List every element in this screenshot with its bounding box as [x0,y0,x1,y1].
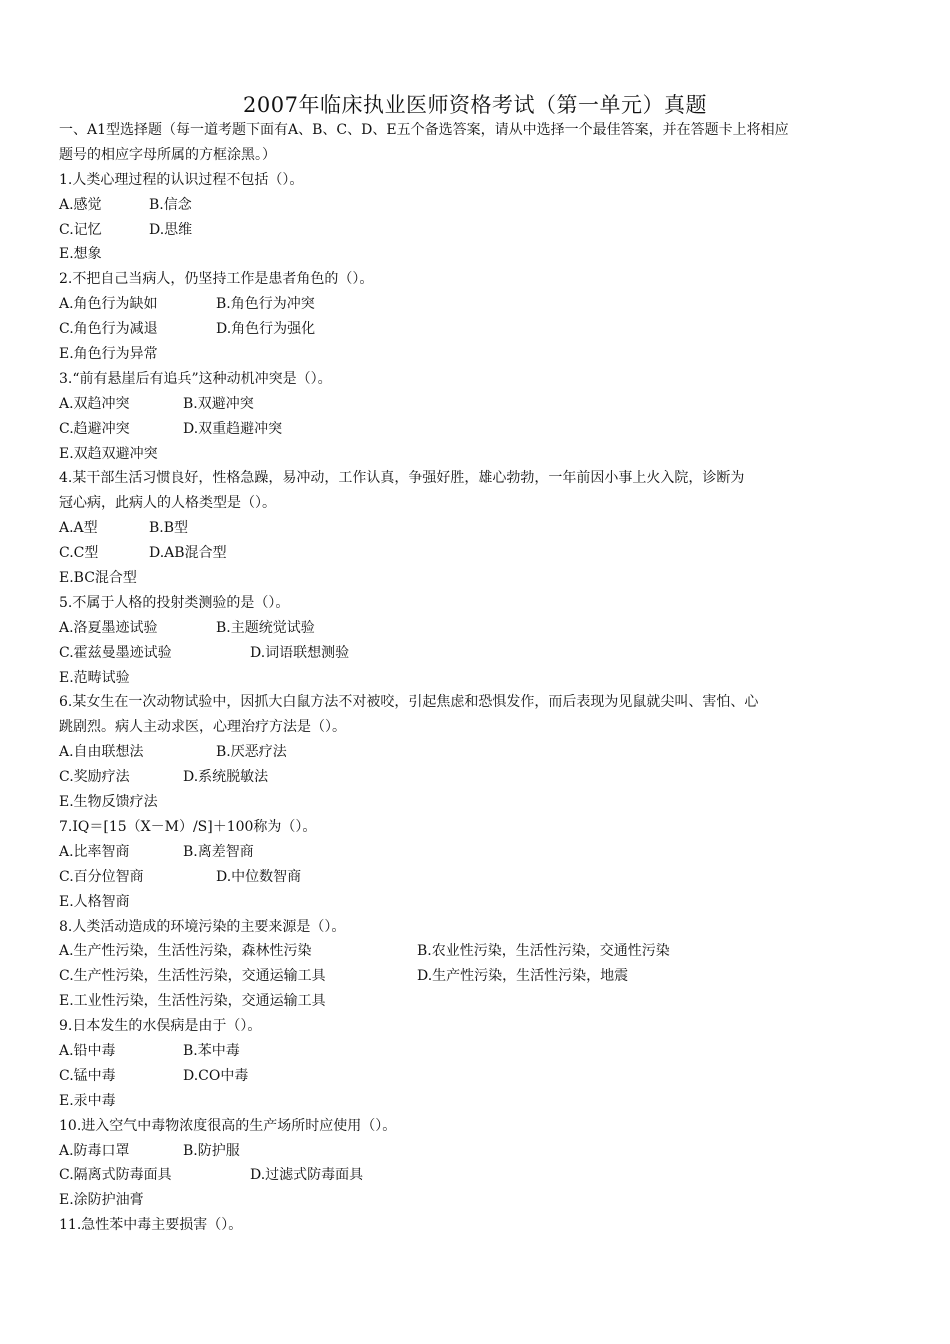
question-stem: 跳剧烈。病人主动求医，心理治疗方法是（）。 [59,719,346,736]
option-e: E.双趋双避冲突 [59,445,158,462]
option-row [59,1064,899,1089]
option-row [59,1163,899,1188]
exam-content [59,118,899,1238]
option-c: C.隔离式防毒面具 [59,1167,172,1184]
instructions-line: 题号的相应字母所属的方框涂黑。） [59,146,276,163]
option-c: C.生产性污染，生活性污染，交通运输工具 [59,968,326,985]
option-a: A.A型 [59,520,98,537]
option-row [59,541,899,566]
option-b: B.苯中毒 [183,1042,240,1059]
option-row [59,1039,899,1064]
option-e: E.涂防护油膏 [59,1192,144,1209]
option-c: C.百分位智商 [59,868,144,885]
option-c: C.趋避冲突 [59,420,130,437]
option-e: E.范畴试验 [59,669,130,686]
option-d: D.中位数智商 [216,868,302,885]
option-e: E.角色行为异常 [59,346,158,363]
question-stem: 11.急性苯中毒主要损害（）。 [59,1217,243,1234]
option-row [59,516,899,541]
option-b: B.离差智商 [183,843,254,860]
option-b: B.角色行为冲突 [216,296,315,313]
option-d: D.双重趋避冲突 [183,420,283,437]
option-d: D.生产性污染，生活性污染，地震 [417,968,629,985]
option-c: C.角色行为减退 [59,321,158,338]
option-d: D.CO中毒 [183,1067,249,1084]
option-b: B.双避冲突 [183,395,254,412]
question-stem: 8.人类活动造成的环境污染的主要来源是（）。 [59,918,346,935]
option-row [59,317,899,342]
option-a: A.防毒口罩 [59,1142,130,1159]
option-d: D.角色行为强化 [216,321,316,338]
instructions-line: 一、A1型选择题（每一道考题下面有A、B、C、D、E五个备选答案，请从中选择一个最佳答案，并在答题卡上将相应 [59,122,789,138]
question-stem: 4.某干部生活习惯良好，性格急躁，易冲动，工作认真，争强好胜，雄心勃勃，一年前因小事上火入院，诊断为 [59,470,745,487]
option-d: D.系统脱敏法 [183,769,269,786]
option-row [59,641,899,666]
option-e: E.想象 [59,246,102,263]
question-stem: 10.进入空气中毒物浓度很高的生产场所时应使用（）。 [59,1117,397,1134]
option-e: E.人格智商 [59,893,130,910]
option-d: D.过滤式防毒面具 [250,1167,364,1184]
question-stem: 6.某女生在一次动物试验中，因抓大白鼠方法不对被咬，引起焦虑和恐惧发作，而后表现为见鼠就尖叫、害怕、心 [59,694,759,711]
option-b: B.农业性污染，生活性污染，交通性污染 [417,943,670,960]
question-stem: 2.不把自己当病人，仍坚持工作是患者角色的（）。 [59,271,374,288]
option-b: B.防护服 [183,1142,240,1159]
page-title: 2007年临床执业医师资格考试（第一单元）真题 [243,93,707,117]
option-e: E.工业性污染，生活性污染，交通运输工具 [59,993,326,1010]
option-d: D.词语联想测验 [250,644,350,661]
option-a: A.双趋冲突 [59,395,130,412]
option-c: C.霍兹曼墨迹试验 [59,644,172,661]
option-row [59,740,899,765]
option-row [59,865,899,890]
option-row [59,616,899,641]
option-row [59,964,899,989]
option-c: C.奖励疗法 [59,769,130,786]
option-e: E.生物反馈疗法 [59,794,158,811]
option-d: D.思维 [149,221,193,238]
option-a: A.生产性污染，生活性污染，森林性污染 [59,943,312,960]
option-a: A.比率智商 [59,843,130,860]
option-row [59,939,899,964]
option-row [59,840,899,865]
option-a: A.感觉 [59,196,102,213]
option-row [59,292,899,317]
option-c: C.记忆 [59,221,102,238]
option-a: A.洛夏墨迹试验 [59,619,158,636]
option-d: D.AB混合型 [149,545,227,562]
option-row [59,193,899,218]
option-row [59,392,899,417]
option-row [59,417,899,442]
option-a: A.自由联想法 [59,744,144,761]
question-stem: 5.不属于人格的投射类测验的是（）。 [59,594,290,611]
question-stem: 3.“前有悬崖后有追兵”这种动机冲突是（）。 [59,370,332,387]
question-stem: 7.IQ＝[15（X－M）/S]＋100称为（）。 [59,818,317,835]
option-a: A.角色行为缺如 [59,296,158,313]
option-b: B.厌恶疗法 [216,744,287,761]
option-row [59,1139,899,1164]
option-row [59,765,899,790]
option-b: B.主题统觉试验 [216,619,315,636]
question-stem: 1.人类心理过程的认识过程不包括（）。 [59,171,304,188]
option-row [59,218,899,243]
question-stem: 9.日本发生的水俣病是由于（）。 [59,1018,262,1035]
option-b: B.B型 [149,520,189,537]
option-c: C.C型 [59,545,99,562]
option-a: A.铅中毒 [59,1042,116,1059]
option-c: C.锰中毒 [59,1067,116,1084]
question-stem: 冠心病，此病人的人格类型是（）。 [59,495,276,512]
option-b: B.信念 [149,196,192,213]
option-e: E.BC混合型 [59,570,137,587]
option-e: E.汞中毒 [59,1092,116,1109]
